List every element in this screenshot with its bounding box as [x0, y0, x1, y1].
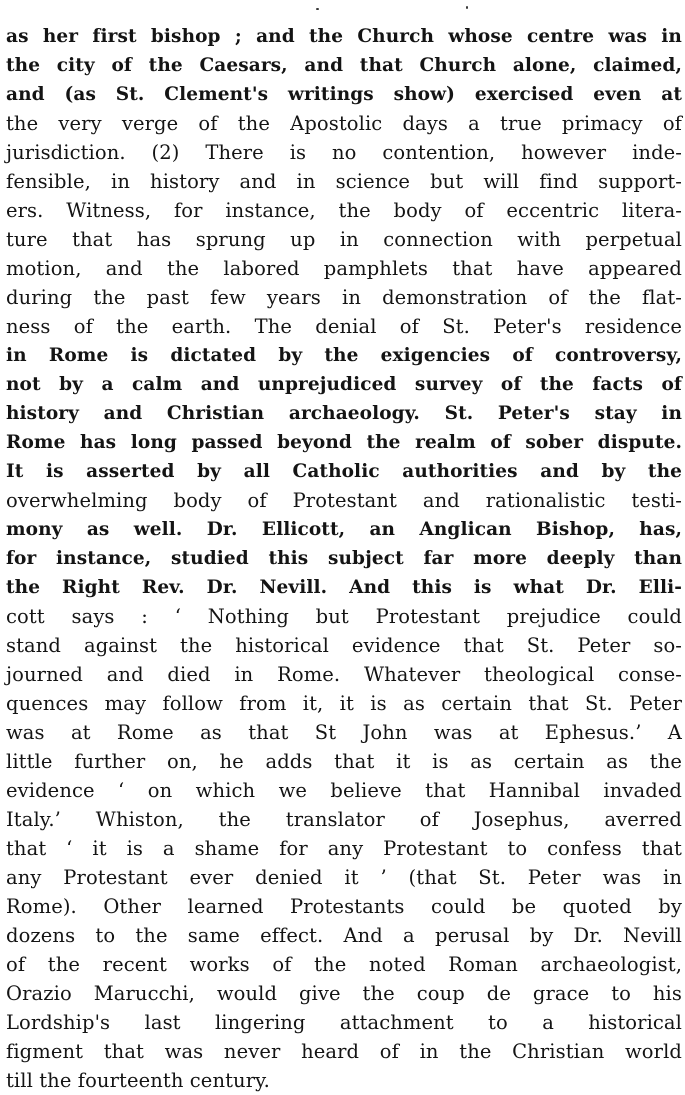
text-line: Orazio Marucchi, would give the coup de grace to his [6, 982, 682, 1005]
text-line: mony as well. Dr. Ellicott, an Anglican Bishop, has, [6, 519, 682, 540]
text-line: cott says : ‘ Nothing but Protestant prejudice could [6, 605, 682, 628]
text-line: Rome). Other learned Protestants could be quoted by [6, 895, 682, 918]
text-line: the very verge of the Apostolic days a true primacy of [6, 112, 682, 135]
text-line: till the fourteenth century. [6, 1069, 270, 1092]
text-line: figment that was never heard of in the Christian world [6, 1040, 682, 1063]
text-line: quences may follow from it, it is as certain that St. Peter [6, 692, 682, 715]
text-line: the city of the Caesars, and that Church alone, claimed, [6, 55, 682, 76]
text-line: not by a calm and unprejudiced survey of the facts of [6, 374, 682, 395]
text-line: motion, and the labored pamphlets that have appeared [6, 257, 682, 280]
text-column [6, 22, 682, 1095]
text-line: ture that has sprung up in connection with perpetual [6, 228, 682, 251]
text-line: Lordship's last lingering attachment to a historical [6, 1011, 682, 1034]
text-line: stand against the historical evidence that St. Peter so- [6, 634, 682, 657]
print-speck [466, 6, 468, 9]
text-line: journed and died in Rome. Whatever theological conse- [6, 663, 682, 686]
text-line: little further on, he adds that it is as certain as the [6, 750, 682, 773]
text-line: ness of the earth. The denial of St. Peter's residence [6, 315, 682, 338]
text-line: was at Rome as that St John was at Ephesus.’ A [6, 721, 682, 744]
text-line: during the past few years in demonstration of the flat- [6, 286, 682, 309]
text-line: as her first bishop ; and the Church whose centre was in [6, 26, 682, 47]
text-line: fensible, in history and in science but will find support- [6, 170, 682, 193]
text-line: of the recent works of the noted Roman archaeologist, [6, 953, 682, 976]
text-line: in Rome is dictated by the exigencies of controversy, [6, 345, 682, 366]
text-line: jurisdiction. (2) There is no contention, however inde- [6, 141, 682, 164]
text-line: dozens to the same effect. And a perusal by Dr. Nevill [6, 924, 682, 947]
text-line: Rome has long passed beyond the realm of sober dispute. [6, 432, 682, 453]
text-line: evidence ‘ on which we believe that Hannibal invaded [6, 779, 682, 802]
text-line: for instance, studied this subject far more deeply than [6, 548, 682, 569]
text-line: any Protestant ever denied it ’ (that St. Peter was in [6, 866, 682, 889]
print-speck [316, 8, 319, 10]
text-line: history and Christian archaeology. St. Peter's stay in [6, 403, 682, 424]
text-line: that ‘ it is a shame for any Protestant to confess that [6, 837, 682, 860]
text-line: Italy.’ Whiston, the translator of Josephus, averred [6, 808, 682, 831]
text-line: ers. Witness, for instance, the body of eccentric litera- [6, 199, 682, 222]
text-line: the Right Rev. Dr. Nevill. And this is what Dr. Elli- [6, 577, 682, 598]
text-line: overwhelming body of Protestant and rationalistic testi- [6, 489, 682, 512]
text-line: and (as St. Clement's writings show) exercised even at [6, 84, 682, 105]
text-line: It is asserted by all Catholic authorities and by the [6, 461, 682, 482]
